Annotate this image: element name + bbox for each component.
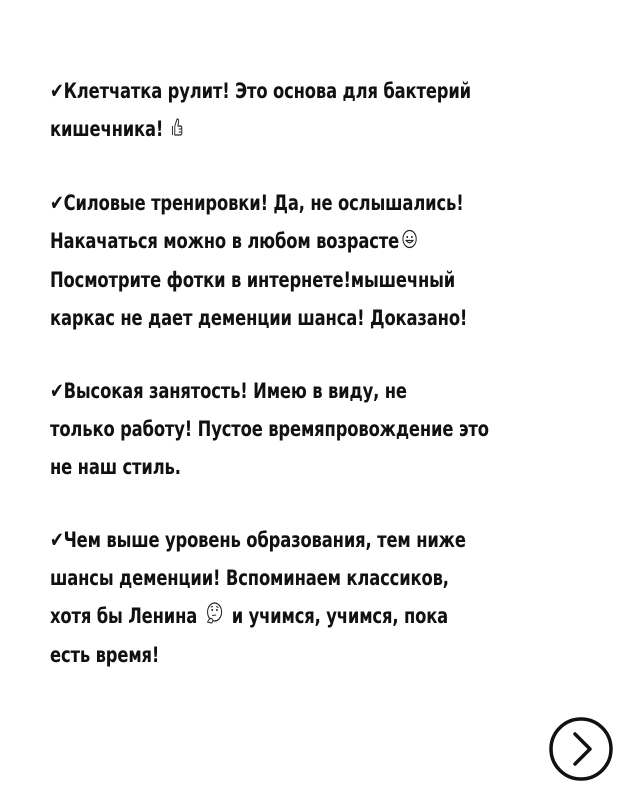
line-text: не наш стиль.	[50, 455, 181, 479]
paragraph-fiber	[50, 72, 610, 149]
check-mark-icon: ✔	[50, 191, 64, 215]
next-page-button[interactable]	[548, 716, 614, 782]
line-text: каркас не дает деменции шанса! Доказано!	[50, 306, 468, 330]
line-text: хотя бы Ленина	[50, 604, 198, 628]
line-text: Накачаться можно в любом возрасте	[50, 229, 400, 253]
line-text: только работу! Пустое времяпровождение это	[50, 417, 489, 441]
text-line	[50, 636, 487, 674]
text-line	[50, 184, 487, 222]
line-text: кишечника!	[50, 117, 164, 141]
text-line	[50, 410, 487, 448]
text-line	[50, 222, 487, 261]
paragraph-education	[50, 521, 610, 674]
check-mark-icon: ✔	[50, 379, 64, 403]
text-line	[50, 299, 487, 337]
article-body	[50, 72, 610, 709]
paragraph-occupation	[50, 372, 610, 486]
line-text: и учимся, учимся, пока	[231, 604, 449, 628]
line-text: Чем выше уровень образования, тем ниже	[63, 528, 466, 552]
line-text: Высокая занятость! Имею в виду, не	[63, 379, 407, 403]
text-line	[50, 372, 487, 410]
chevron-right-circle-icon	[548, 716, 614, 782]
line-text: Силовые тренировки! Да, не ослышались!	[63, 191, 464, 215]
check-mark-icon: ✔	[50, 79, 64, 103]
line-text: шансы деменции! Вспоминаем классиков,	[50, 566, 449, 590]
thumbs-up-icon	[171, 111, 183, 149]
text-line	[50, 110, 487, 149]
text-line	[50, 261, 487, 299]
paragraph-strength	[50, 184, 610, 337]
line-text: есть время!	[50, 643, 160, 667]
text-line	[50, 521, 487, 559]
thinking-face-icon	[205, 598, 224, 636]
line-text: Посмотрите фотки в интернете!мышечный	[50, 268, 456, 292]
line-text: Клетчатка рулит! Это основа для бактерий	[63, 79, 472, 103]
text-line	[50, 72, 487, 110]
text-line	[50, 448, 487, 486]
check-mark-icon: ✔	[50, 528, 64, 552]
text-line	[50, 597, 487, 636]
smiley-icon	[401, 223, 417, 261]
text-line	[50, 559, 487, 597]
